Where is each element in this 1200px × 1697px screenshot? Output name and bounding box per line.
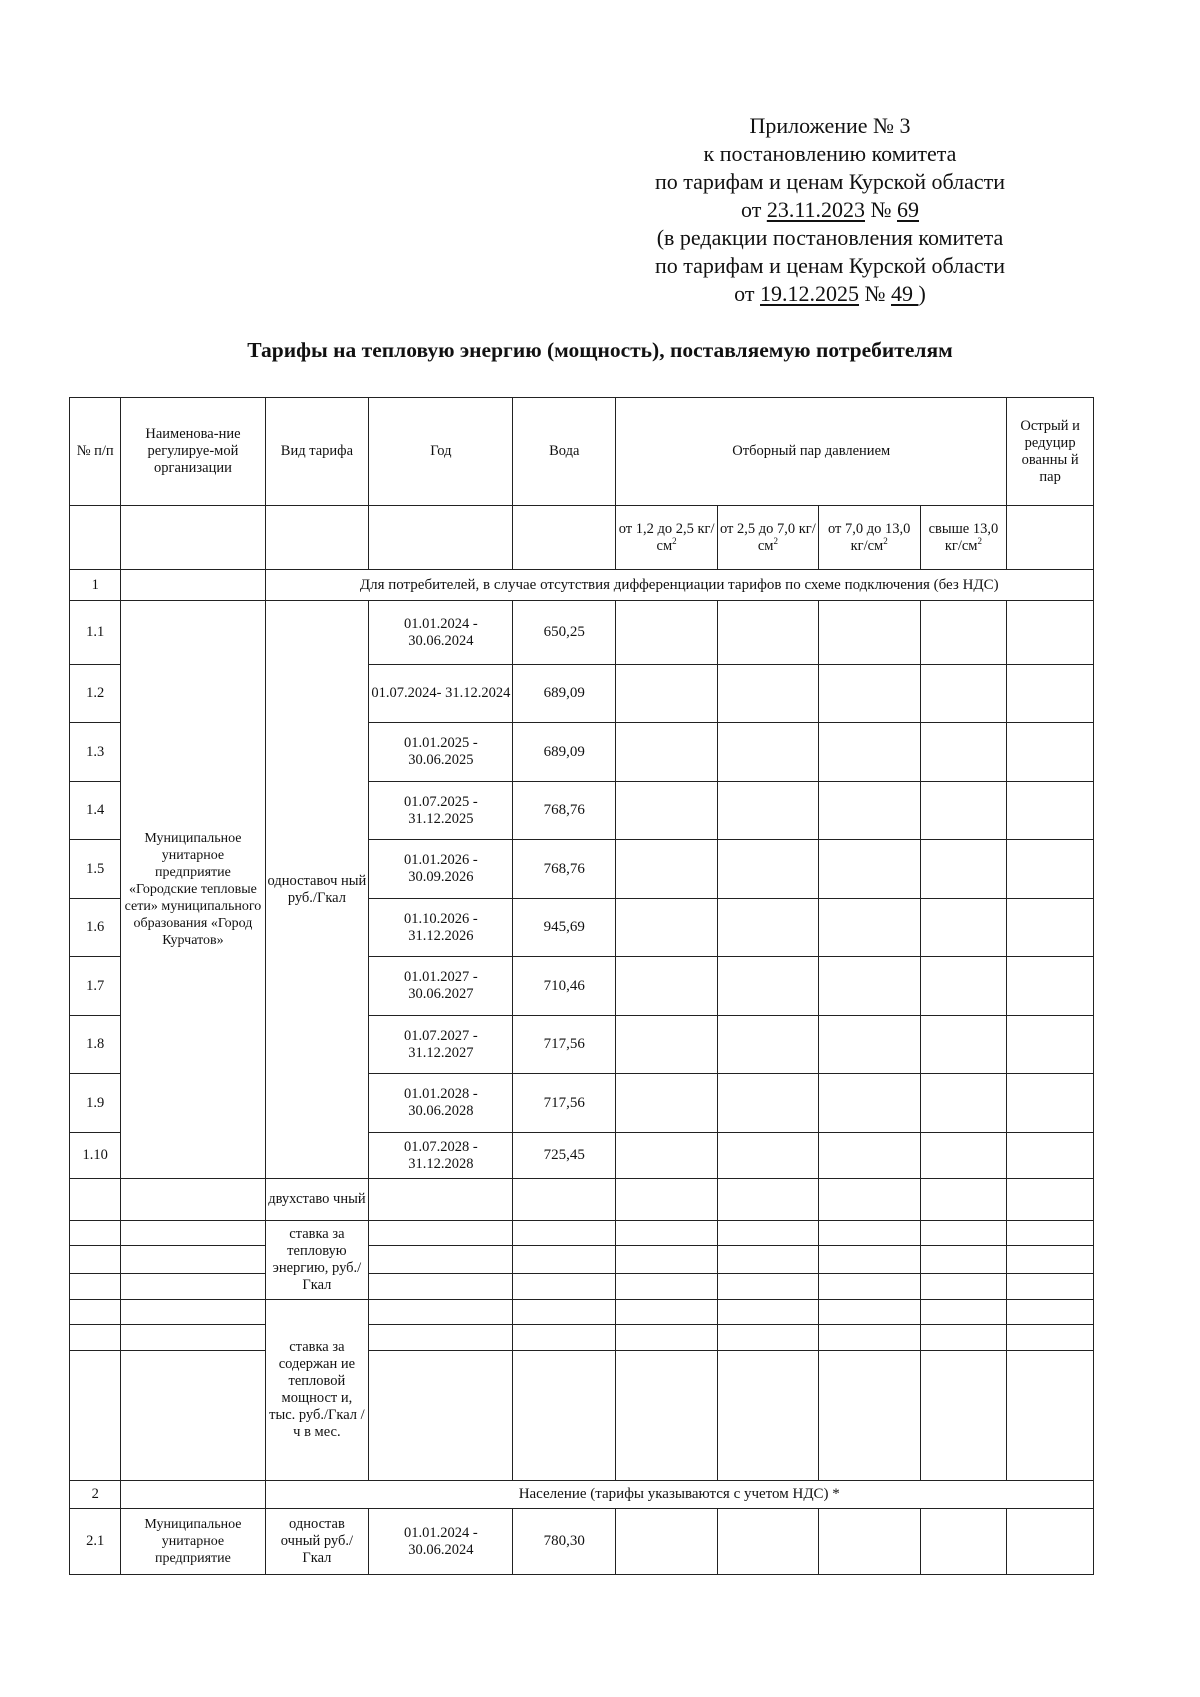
empty-cell: [369, 1221, 513, 1246]
empty-cell: [920, 1221, 1007, 1246]
empty-cell: [616, 1133, 718, 1179]
table-row: [70, 1246, 1094, 1274]
col-header-steam: Отборный пар давлением: [616, 398, 1007, 506]
empty-cell: [369, 1274, 513, 1300]
empty-cell: [616, 1274, 718, 1300]
empty-cell: [717, 665, 818, 723]
empty-cell: [1007, 1016, 1094, 1074]
col-header-org: Наименова-ние регулируе-мой организации: [121, 398, 265, 506]
empty-cell: [121, 1221, 265, 1246]
tariff-table: [69, 397, 1094, 1575]
period-cell: 01.01.2025 - 30.06.2025: [369, 723, 513, 782]
empty-cell: [121, 1351, 265, 1481]
period-cell: 01.01.2026 - 30.09.2026: [369, 840, 513, 899]
empty-cell: [616, 723, 718, 782]
row-number: 1.7: [70, 957, 121, 1016]
empty-cell: [920, 1246, 1007, 1274]
tariff-type-double: двухставо чный: [265, 1179, 369, 1221]
table-row: [70, 1179, 1094, 1221]
empty-cell: [818, 1509, 920, 1575]
empty-cell: [818, 1351, 920, 1481]
empty-cell: [616, 1074, 718, 1133]
empty-cell: [717, 1351, 818, 1481]
empty-cell: [513, 1274, 616, 1300]
row-number: 2.1: [70, 1509, 121, 1575]
col-header-type: Вид тарифа: [265, 398, 369, 506]
empty-cell: [121, 1246, 265, 1274]
empty-cell: [818, 1179, 920, 1221]
water-tariff-cell: 768,76: [513, 782, 616, 840]
empty-cell: [369, 1246, 513, 1274]
table-row: [70, 1300, 1094, 1325]
water-tariff-cell: 717,56: [513, 1016, 616, 1074]
amendment-number: 49: [891, 281, 919, 306]
empty-cell: [70, 1325, 121, 1351]
empty-cell: [818, 1074, 920, 1133]
resolution-date: 23.11.2023: [766, 197, 865, 222]
empty-cell: [717, 1509, 818, 1575]
empty-cell: [616, 957, 718, 1016]
appendix-label: Приложение № 3: [749, 113, 911, 138]
table-row: [70, 1274, 1094, 1300]
empty-cell: [920, 957, 1007, 1016]
empty-cell: [1007, 1074, 1094, 1133]
table-row: [70, 601, 1094, 665]
col-header-pressure-1: от 1,2 до 2,5 $кг/см^2$: [616, 506, 718, 570]
document-header: [600, 112, 1060, 308]
empty-cell: [513, 1300, 616, 1325]
rate-heat-energy: ставка за тепловую энергию, руб./Гкал: [265, 1221, 369, 1300]
table-row: [70, 1221, 1094, 1246]
empty-cell: [920, 1133, 1007, 1179]
amendment-date-line: от 19.12.2025 № 49 ): [734, 281, 926, 306]
empty-cell: [616, 601, 718, 665]
empty-cell: [616, 665, 718, 723]
empty-cell: [616, 1300, 718, 1325]
row-number: 1.3: [70, 723, 121, 782]
empty-cell: [818, 1246, 920, 1274]
water-tariff-cell: 650,25: [513, 601, 616, 665]
empty-cell: [717, 1179, 818, 1221]
empty-cell: [121, 1274, 265, 1300]
empty-cell: [1007, 1221, 1094, 1246]
water-tariff-cell: 945,69: [513, 899, 616, 957]
empty-cell: [1007, 1325, 1094, 1351]
empty-cell: [616, 1246, 718, 1274]
empty-cell: [717, 1325, 818, 1351]
empty-cell: [1007, 1179, 1094, 1221]
empty-cell: [818, 1274, 920, 1300]
empty-cell: [920, 1351, 1007, 1481]
empty-cell: [369, 1351, 513, 1481]
row-number: 1.6: [70, 899, 121, 957]
empty-cell: [1007, 840, 1094, 899]
tariff-type-single: одностав очный руб./Гкал: [265, 1509, 369, 1575]
empty-cell: [70, 1179, 121, 1221]
amendment-committee: по тарифам и ценам Курской области: [654, 253, 1006, 278]
empty-cell: [121, 1481, 265, 1509]
empty-cell: [616, 1509, 718, 1575]
empty-cell: [818, 1300, 920, 1325]
empty-cell: [1007, 957, 1094, 1016]
section-row: [70, 570, 1094, 601]
empty-cell: [616, 1325, 718, 1351]
table-row: [70, 1509, 1094, 1575]
empty-cell: [1007, 1246, 1094, 1274]
section-title: Для потребителей, в случае отсутствия дифференциации тарифов по схеме подключения (без НДС): [265, 570, 1094, 601]
col-header-num: № п/п: [70, 398, 121, 506]
empty-cell: [717, 1300, 818, 1325]
section-number: 2: [70, 1481, 121, 1509]
empty-cell: [616, 840, 718, 899]
empty-cell: [920, 723, 1007, 782]
page-title: Тарифы на тепловую энергию (мощность), поставляемую потребителям: [247, 338, 953, 362]
section-number: 1: [70, 570, 121, 601]
empty-cell: [717, 1221, 818, 1246]
empty-cell: [818, 601, 920, 665]
empty-cell: [920, 782, 1007, 840]
row-number: 1.9: [70, 1074, 121, 1133]
empty-cell: [920, 840, 1007, 899]
empty-cell: [1007, 1351, 1094, 1481]
empty-cell: [818, 1133, 920, 1179]
empty-cell: [513, 1221, 616, 1246]
empty-cell: [818, 899, 920, 957]
empty-cell: [70, 1221, 121, 1246]
empty-cell: [717, 1016, 818, 1074]
water-tariff-cell: 780,30: [513, 1509, 616, 1575]
water-tariff-cell: 725,45: [513, 1133, 616, 1179]
empty-cell: [818, 782, 920, 840]
subheader-row: [70, 506, 1094, 570]
empty-cell: [616, 1221, 718, 1246]
empty-cell: [818, 840, 920, 899]
col-header-pressure-4: свыше 13,0 $кг/см^2$: [920, 506, 1007, 570]
empty-cell: [1007, 723, 1094, 782]
empty-cell: [369, 1300, 513, 1325]
period-cell: 01.07.2027 - 31.12.2027: [369, 1016, 513, 1074]
section-row: [70, 1481, 1094, 1509]
empty-cell: [1007, 1509, 1094, 1575]
empty-cell: [920, 665, 1007, 723]
empty-cell: [616, 899, 718, 957]
rate-heat-capacity: ставка за содержан ие тепловой мощност и, тыс. руб./Гкал /ч в мес.: [265, 1300, 369, 1481]
empty-cell: [717, 1133, 818, 1179]
row-number: 1.8: [70, 1016, 121, 1074]
empty-cell: [717, 1074, 818, 1133]
empty-cell: [818, 723, 920, 782]
empty-cell: [616, 1351, 718, 1481]
empty-cell: [717, 1246, 818, 1274]
empty-cell: [70, 1351, 121, 1481]
empty-cell: [920, 1509, 1007, 1575]
empty-cell: [818, 1325, 920, 1351]
col-header-water: Вода: [513, 398, 616, 506]
empty-cell: [818, 665, 920, 723]
empty-cell: [920, 601, 1007, 665]
col-header-year: Год: [369, 398, 513, 506]
empty-cell: [121, 1325, 265, 1351]
water-tariff-cell: 689,09: [513, 665, 616, 723]
empty-cell: [818, 1016, 920, 1074]
empty-cell: [717, 601, 818, 665]
empty-cell: [717, 782, 818, 840]
period-cell: 01.01.2027 - 30.06.2027: [369, 957, 513, 1016]
empty-cell: [616, 1179, 718, 1221]
empty-cell: [121, 1179, 265, 1221]
empty-cell: [920, 1300, 1007, 1325]
period-cell: 01.07.2028 - 31.12.2028: [369, 1133, 513, 1179]
empty-cell: [1007, 1300, 1094, 1325]
row-number: 1.10: [70, 1133, 121, 1179]
empty-cell: [920, 1274, 1007, 1300]
empty-cell: [1007, 665, 1094, 723]
row-number: 1.1: [70, 601, 121, 665]
empty-cell: [717, 840, 818, 899]
empty-cell: [369, 1179, 513, 1221]
empty-cell: [920, 1074, 1007, 1133]
period-cell: 01.07.2025 - 31.12.2025: [369, 782, 513, 840]
empty-cell: [616, 782, 718, 840]
empty-cell: [818, 1221, 920, 1246]
resolution-reference: к постановлению комитета: [703, 141, 957, 166]
water-tariff-cell: 689,09: [513, 723, 616, 782]
period-cell: 01.01.2024 - 30.06.2024: [369, 1509, 513, 1575]
empty-cell: [70, 1246, 121, 1274]
organization-name: Муниципальное унитарное предприятие «Городские тепловые сети» муниципального образования «Город Курчатов»: [121, 601, 265, 1179]
empty-cell: [1007, 601, 1094, 665]
period-cell: 01.10.2026 - 31.12.2026: [369, 899, 513, 957]
empty-cell: [920, 1325, 1007, 1351]
committee-name: по тарифам и ценам Курской области: [654, 169, 1006, 194]
empty-cell: [920, 1179, 1007, 1221]
empty-cell: [513, 1351, 616, 1481]
empty-cell: [717, 957, 818, 1016]
empty-cell: [369, 1325, 513, 1351]
resolution-number: 69: [897, 197, 919, 222]
organization-name: Муниципальное унитарное предприятие: [121, 1509, 265, 1575]
col-header-pressure-2: от 2,5 до 7,0 $кг/см^2$: [717, 506, 818, 570]
empty-cell: [1007, 1274, 1094, 1300]
table-row: [70, 1325, 1094, 1351]
table-row: [70, 1351, 1094, 1481]
empty-cell: [920, 1016, 1007, 1074]
amendment-date: 19.12.2025: [760, 281, 859, 306]
empty-cell: [717, 1274, 818, 1300]
empty-cell: [121, 1300, 265, 1325]
period-cell: 01.07.2024- 31.12.2024: [369, 665, 513, 723]
tariff-type-single: одноставоч ный руб./Гкал: [265, 601, 369, 1179]
empty-cell: [818, 957, 920, 1016]
period-cell: 01.01.2024 - 30.06.2024: [369, 601, 513, 665]
empty-cell: [70, 1300, 121, 1325]
amendment-note: (в редакции постановления комитета: [656, 225, 1004, 250]
section-title: Население (тарифы указываются с учетом НДС) *: [265, 1481, 1094, 1509]
water-tariff-cell: 717,56: [513, 1074, 616, 1133]
empty-cell: [70, 1274, 121, 1300]
period-cell: 01.01.2028 - 30.06.2028: [369, 1074, 513, 1133]
header-row: [70, 398, 1094, 506]
empty-cell: [513, 1179, 616, 1221]
water-tariff-cell: 710,46: [513, 957, 616, 1016]
empty-cell: [1007, 782, 1094, 840]
empty-cell: [920, 899, 1007, 957]
water-tariff-cell: 768,76: [513, 840, 616, 899]
row-number: 1.2: [70, 665, 121, 723]
empty-cell: [717, 723, 818, 782]
row-number: 1.5: [70, 840, 121, 899]
resolution-date-line: от 23.11.2023 № 69: [740, 197, 919, 222]
empty-cell: [1007, 899, 1094, 957]
col-header-pressure-3: от 7,0 до 13,0 $кг/см^2$: [818, 506, 920, 570]
empty-cell: [513, 1325, 616, 1351]
empty-cell: [717, 899, 818, 957]
col-header-sharp-steam: Острый и редуцир ованны й пар: [1007, 398, 1094, 506]
empty-cell: [1007, 1133, 1094, 1179]
empty-cell: [616, 1016, 718, 1074]
row-number: 1.4: [70, 782, 121, 840]
empty-cell: [513, 1246, 616, 1274]
